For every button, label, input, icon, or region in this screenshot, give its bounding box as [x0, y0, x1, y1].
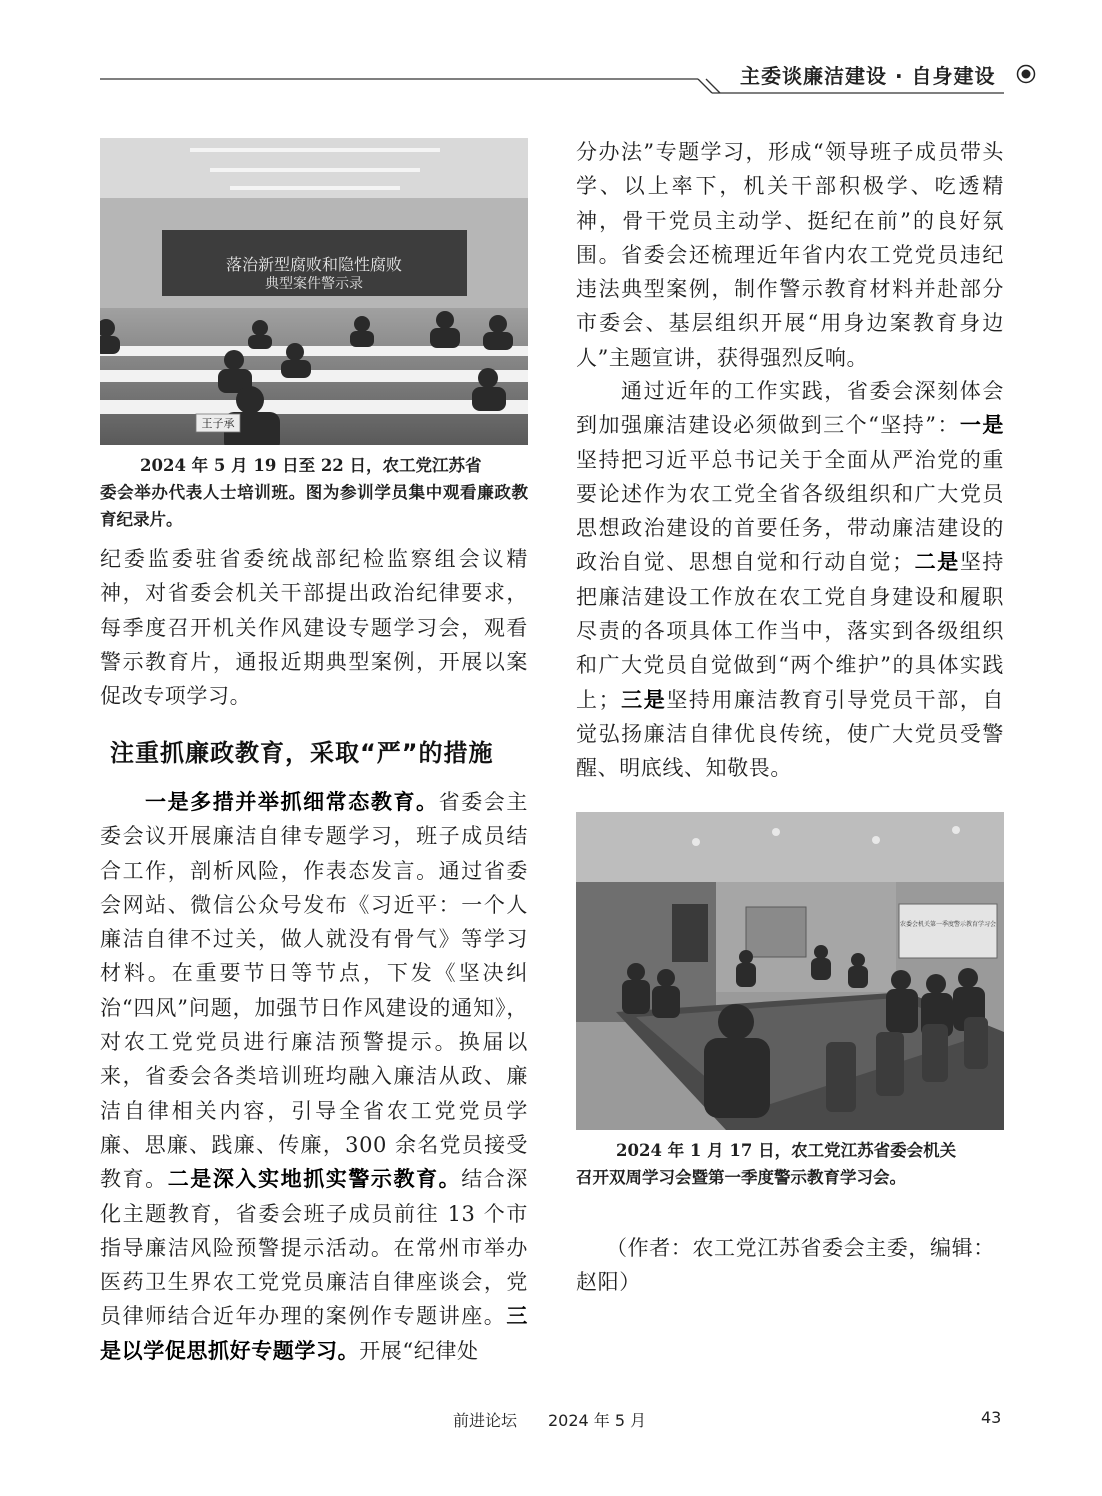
persist-one-bold: 一是	[959, 412, 1004, 438]
footer-magazine-name: 前进论坛	[453, 1411, 518, 1430]
point-one-text: 省委会主委会议开展廉洁自律专题学习，班子成员结合工作，剖析风险，作表态发言。通过省委会网站、微信公众号发布《习近平：一个人廉洁自律不过关，做人就没有骨气》等学习材料。在重要节日等节点，下发《坚决纠治“四风”问题，加强节日作风建设的通知》，对农工党党员进行廉洁预警提示。换届以来，省委会各类培训班均融入廉洁从政、廉洁自律相关内容，引导全省农工党党员学廉、思廉、践廉、传廉，300 余名党员接受教育。	[100, 790, 528, 1192]
persist-three-text: 坚持用廉洁教育引导党员干部，自觉弘扬廉洁自律优良传统，使广大党员受警醒、明底线、知敬畏。	[576, 687, 1005, 781]
photo-training-class	[100, 138, 528, 445]
caption-1-first-line: 2024 年 5 月 19 日至 22 日，农工党江苏省	[140, 456, 482, 475]
meeting-screen-text: 农委会机关第一季度警示教育学习会	[899, 921, 997, 928]
footer-page-number: 43	[981, 1408, 1002, 1427]
author-note	[576, 1231, 1004, 1300]
screen-text-line1: 落治新型腐败和隐性腐败	[225, 255, 403, 274]
caption-2-rest: 召开双周学习会暨第一季度警示教育学习会。	[576, 1168, 906, 1187]
photo-caption-2	[576, 1137, 1004, 1191]
caption-1-rest: 委会举办代表人士培训班。图为参训学员集中观看廉政教育纪录片。	[100, 483, 528, 529]
persist-three-bold: 三是	[620, 686, 667, 712]
point-two-text: 结合深化主题教育，省委会班子成员前往 13 个市指导廉洁风险预警提示活动。在常州市举办医药卫生界农工党党员廉洁自律座谈会，党员律师结合近年办理的案例作专题讲座。	[100, 1167, 528, 1329]
photo-caption-1	[100, 452, 528, 533]
left-paragraph-1: 纪委监委驻省委统战部纪检监察组会议精神，对省委会机关干部提出政治纪律要求，每季度召开机关作风建设专题学习会，观看警示教育片，通报近期典型案例，开展以案促改专项学习。	[100, 547, 528, 709]
nameplate-text: 王子承	[201, 417, 235, 430]
photo-study-meeting	[576, 812, 1004, 1130]
point-one-bold: 一是多措并举抓细常态教育。	[144, 789, 439, 814]
persist-one-text: 坚持把习近平总书记关于全面从严治党的重要论述作为农工党全省各级组织和广大党员思想政治建设的首要任务，带动廉洁建设的政治自觉、思想自觉和行动自觉；	[576, 447, 1004, 575]
caption-2-first-line: 2024 年 1 月 17 日，农工党江苏省委会机关	[616, 1141, 957, 1160]
screen-text-line2: 典型案件警示录	[265, 276, 363, 292]
point-two-bold: 二是深入实地抓实警示教育。	[167, 1166, 462, 1192]
header-section-title: 主委谈廉洁建设 · 自身建设	[740, 64, 996, 88]
author-note-line1: （作者：农工党江苏省委会主委，编辑：	[606, 1236, 995, 1260]
left-paragraph-2	[100, 785, 528, 1368]
three-persist-intro: 通过近年的工作实践，省委会深刻体会到加强廉洁建设必须做到三个“坚持”：	[576, 379, 1004, 438]
persist-two-text: 坚持把廉洁建设工作放在农工党自身建设和履职尽责的各项具体工作当中，落实到各级组织和广大党员自觉做到“两个维护”的具体实践上；	[576, 550, 1005, 712]
right-paragraph-1: 分办法”专题学习，形成“领导班子成员带头学、以上率下，机关干部积极学、吃透精神，骨干党员主动学、挺纪在前”的良好氛围。省委会还梳理近年省内农工党党员违纪违法典型案例，制作警示教育材料并赴部分市委会、基层组织开展“用身边案教育身边人”主题宣讲，获得强烈反响。	[576, 140, 1004, 370]
point-three-text: 开展“纪律处	[359, 1338, 479, 1363]
persist-two-bold: 二是	[913, 549, 960, 575]
footer-issue-date: 2024 年 5 月	[548, 1411, 647, 1430]
section-heading: 注重抓廉政教育，采取“严”的措施	[110, 739, 494, 767]
author-note-line2: 赵阳）	[576, 1270, 641, 1295]
target-circle-icon	[1016, 64, 1036, 84]
point-three-bold: 三是以学促思抓好专题学习。	[100, 1303, 528, 1363]
right-paragraph-2	[576, 374, 1004, 786]
